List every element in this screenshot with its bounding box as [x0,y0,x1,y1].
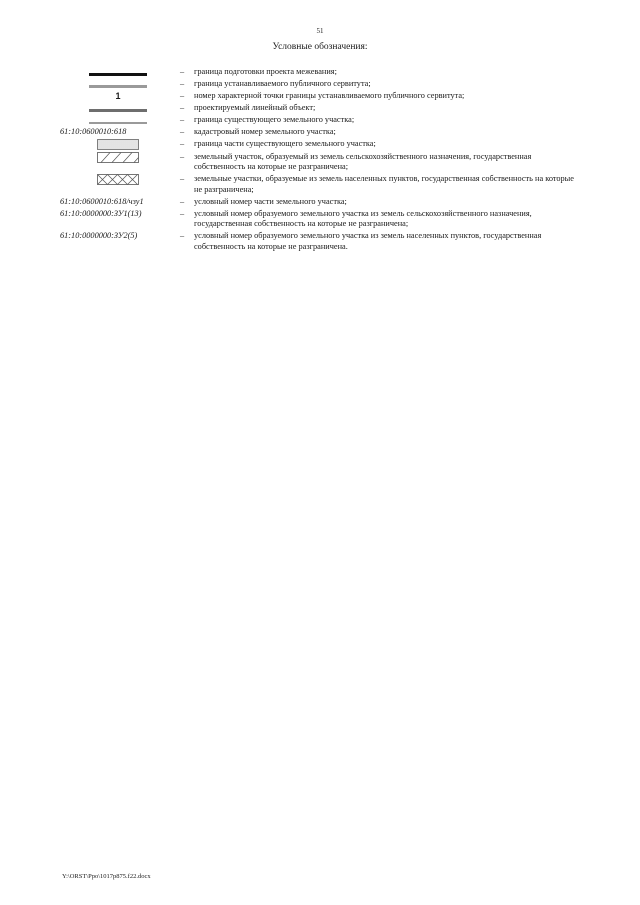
thin-gray-line-symbol [60,115,176,126]
legend-description: проектируемый линейный объект; [194,103,316,112]
parcel-part-number-symbol: 61:10:0600010:618/чзу1 [60,196,144,206]
black-thick-line-symbol [60,67,176,78]
gray-thick-line-symbol [60,79,176,90]
legend-dash: – [180,231,185,240]
legend-dash: – [180,79,185,88]
legend-dash: – [180,127,185,136]
legend-item-point-number [60,91,580,102]
legend-item-linear-object [60,103,580,114]
legend-dash: – [180,139,185,148]
legend-item-parcel-part-number [60,197,580,208]
cadastral-number-symbol: 61:10:0600010:618 [60,127,127,136]
cross-hatch-box-symbol [60,174,176,185]
legend-description: условный номер части земельного участка; [194,196,347,206]
legend-description: граница существующего земельного участка; [194,115,355,124]
legend-dash: – [180,67,185,76]
agricultural-parcel-number-symbol: 61:10:0000000:ЗУ1(13) [60,208,142,218]
file-path-footer: Y:\ORST\Ppo\1017p875.f22.docx [62,873,151,880]
page-number: 51 [316,27,324,35]
legend-item-settlement-parcel-number [60,231,580,252]
legend-item-servitude-boundary [60,79,580,90]
dark-gray-thick-line-symbol [60,103,176,114]
settlement-parcel-number-symbol: 61:10:0000000:ЗУ2(5) [60,231,138,240]
legend-dash: – [180,208,185,218]
legend-description: граница устанавливаемого публичного сервитута; [194,79,371,88]
legend-dash: – [180,151,185,161]
legend-item-settlement-parcels [60,174,580,195]
diagonal-hatch-box-symbol [60,152,176,163]
legend-dash: – [180,103,185,112]
legend-dash: – [180,174,185,183]
legend-item-cadastral-number [60,127,580,138]
legend-item-existing-parcel-boundary [60,115,580,126]
legend-description: условный номер образуемого земельного участка из земель населенных пунктов, государственная собственность на которые не разграничена. [194,231,542,251]
page-title: Условные обозначения: [272,42,368,52]
legend-dash: – [180,196,185,206]
legend-description: граница подготовки проекта межевания; [194,67,337,76]
legend-description: граница части существующего земельного участка; [194,139,376,148]
legend-list [60,67,580,254]
dotted-box-symbol [60,139,176,150]
legend-dash: – [180,91,185,100]
legend-description: земельные участки, образуемые из земель населенных пунктов, государственная собственность на которые не разграничена; [194,174,574,194]
legend-description: условный номер образуемого земельного участка из земель сельскохозяйственного назначения, государственная собственность на которые не разграничена; [194,208,532,228]
legend-description: земельный участок, образуемый из земель сельскохозяйственного назначения, государственная собственность на которые не разграничена; [194,151,532,171]
legend-description: номер характерной точки границы устанавливаемого публичного сервитута; [194,91,465,100]
legend-item-agricultural-parcel [60,152,580,173]
legend-item-project-boundary [60,67,580,78]
legend-item-agricultural-parcel-number [60,209,580,230]
point-number-symbol: 1 [115,91,121,102]
legend-item-parcel-part-boundary [60,139,580,150]
legend-description: кадастровый номер земельного участка; [194,127,336,136]
legend-dash: – [180,115,185,124]
